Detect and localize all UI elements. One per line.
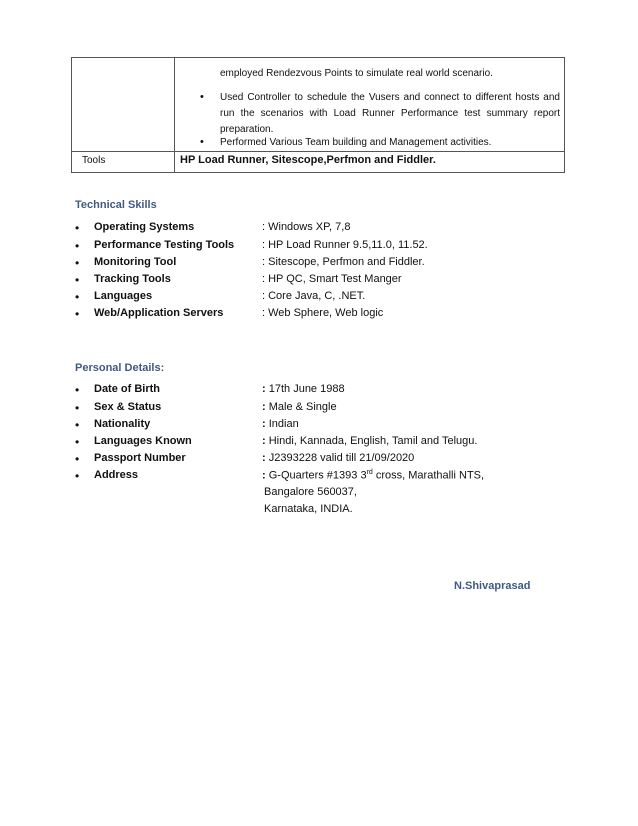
bullet-dot: • bbox=[75, 273, 80, 287]
address-text: cross, Marathalli NTS, bbox=[372, 469, 485, 482]
skill-value: : Core Java, C, .NET. bbox=[262, 290, 366, 302]
skill-value: : Windows XP, 7,8 bbox=[262, 221, 351, 233]
detail-value-text: Indian bbox=[268, 418, 299, 430]
list-item bbox=[75, 307, 575, 323]
list-item bbox=[75, 469, 575, 485]
signature-name: N.Shivaprasad bbox=[454, 580, 531, 592]
detail-value bbox=[262, 401, 337, 413]
experience-table bbox=[71, 57, 565, 173]
skill-key: Tracking Tools bbox=[94, 273, 171, 285]
detail-key: Address bbox=[94, 469, 139, 481]
detail-key: Passport Number bbox=[94, 452, 186, 464]
skill-key: Operating Systems bbox=[94, 221, 195, 233]
technical-skills-heading: Technical Skills bbox=[75, 199, 157, 211]
table-bullet-item: Performed Various Team building and Management activities. bbox=[220, 137, 492, 148]
list-item bbox=[75, 221, 575, 237]
address-line-3: Karnataka, INDIA. bbox=[264, 503, 353, 515]
list-item bbox=[75, 239, 575, 255]
detail-value-text: Male & Single bbox=[268, 401, 337, 413]
bullet-dot: • bbox=[75, 435, 80, 449]
bullet-dot: • bbox=[75, 221, 80, 235]
skill-value: : Web Sphere, Web logic bbox=[262, 307, 384, 319]
skill-value: : HP Load Runner 9.5,11.0, 11.52. bbox=[262, 239, 428, 251]
bullet-dot: • bbox=[75, 239, 80, 253]
list-item bbox=[75, 418, 575, 434]
bullet-dot: • bbox=[75, 452, 80, 466]
detail-value bbox=[262, 452, 414, 464]
colon: : bbox=[262, 418, 266, 430]
skill-key: Languages bbox=[94, 290, 153, 302]
table-row-divider bbox=[72, 151, 564, 152]
detail-key: Languages Known bbox=[94, 435, 192, 447]
detail-value bbox=[262, 418, 299, 430]
bullet-dot: • bbox=[200, 91, 204, 103]
skill-value: : Sitescope, Perfmon and Fiddler. bbox=[262, 256, 425, 268]
skill-key: Monitoring Tool bbox=[94, 256, 177, 268]
detail-value-text: Hindi, Kannada, English, Tamil and Telugu. bbox=[268, 435, 478, 447]
address-line-1 bbox=[262, 469, 484, 482]
detail-value bbox=[262, 435, 477, 447]
table-bullet-item: Used Controller to schedule the Vusers and connect to different hosts and run the scenarios with Load Runner Performance test summary report preparation. bbox=[220, 92, 560, 135]
skill-key: Performance Testing Tools bbox=[94, 239, 235, 251]
colon: : bbox=[262, 383, 266, 395]
list-item bbox=[75, 383, 575, 399]
colon: : bbox=[262, 452, 266, 464]
colon: : bbox=[262, 435, 266, 447]
table-text-fragment: employed Rendezvous Points to simulate real world scenario. bbox=[220, 68, 493, 79]
personal-details-heading: Personal Details: bbox=[75, 362, 165, 374]
list-item bbox=[75, 290, 575, 306]
ordinal-suffix: rd bbox=[366, 469, 373, 476]
bullet-dot: • bbox=[75, 290, 80, 304]
tools-label: Tools bbox=[82, 155, 106, 166]
skill-key: Web/Application Servers bbox=[94, 307, 224, 319]
address-text: G-Quarters #1393 3 bbox=[268, 469, 367, 482]
list-item bbox=[75, 401, 575, 417]
list-item bbox=[75, 256, 575, 272]
bullet-dot: • bbox=[75, 307, 80, 321]
tools-value: HP Load Runner, Sitescope,Perfmon and Fiddler. bbox=[180, 154, 436, 166]
detail-value-text: J2393228 valid till 21/09/2020 bbox=[268, 452, 415, 464]
list-item bbox=[75, 273, 575, 289]
detail-key: Date of Birth bbox=[94, 383, 160, 395]
colon: : bbox=[262, 469, 266, 482]
address-line-2: Bangalore 560037, bbox=[264, 486, 357, 498]
colon: : bbox=[262, 401, 266, 413]
skill-value: : HP QC, Smart Test Manger bbox=[262, 273, 402, 285]
bullet-dot: • bbox=[75, 469, 80, 483]
bullet-dot: • bbox=[75, 401, 80, 415]
bullet-dot: • bbox=[200, 136, 204, 148]
detail-key: Sex & Status bbox=[94, 401, 162, 413]
table-column-divider bbox=[174, 58, 175, 172]
bullet-dot: • bbox=[75, 383, 80, 397]
list-item bbox=[75, 452, 575, 468]
detail-value-text: 17th June 1988 bbox=[268, 383, 345, 395]
list-item bbox=[75, 435, 575, 451]
bullet-dot: • bbox=[75, 418, 80, 432]
bullet-dot: • bbox=[75, 256, 80, 270]
detail-value bbox=[262, 383, 345, 395]
detail-key: Nationality bbox=[94, 418, 151, 430]
